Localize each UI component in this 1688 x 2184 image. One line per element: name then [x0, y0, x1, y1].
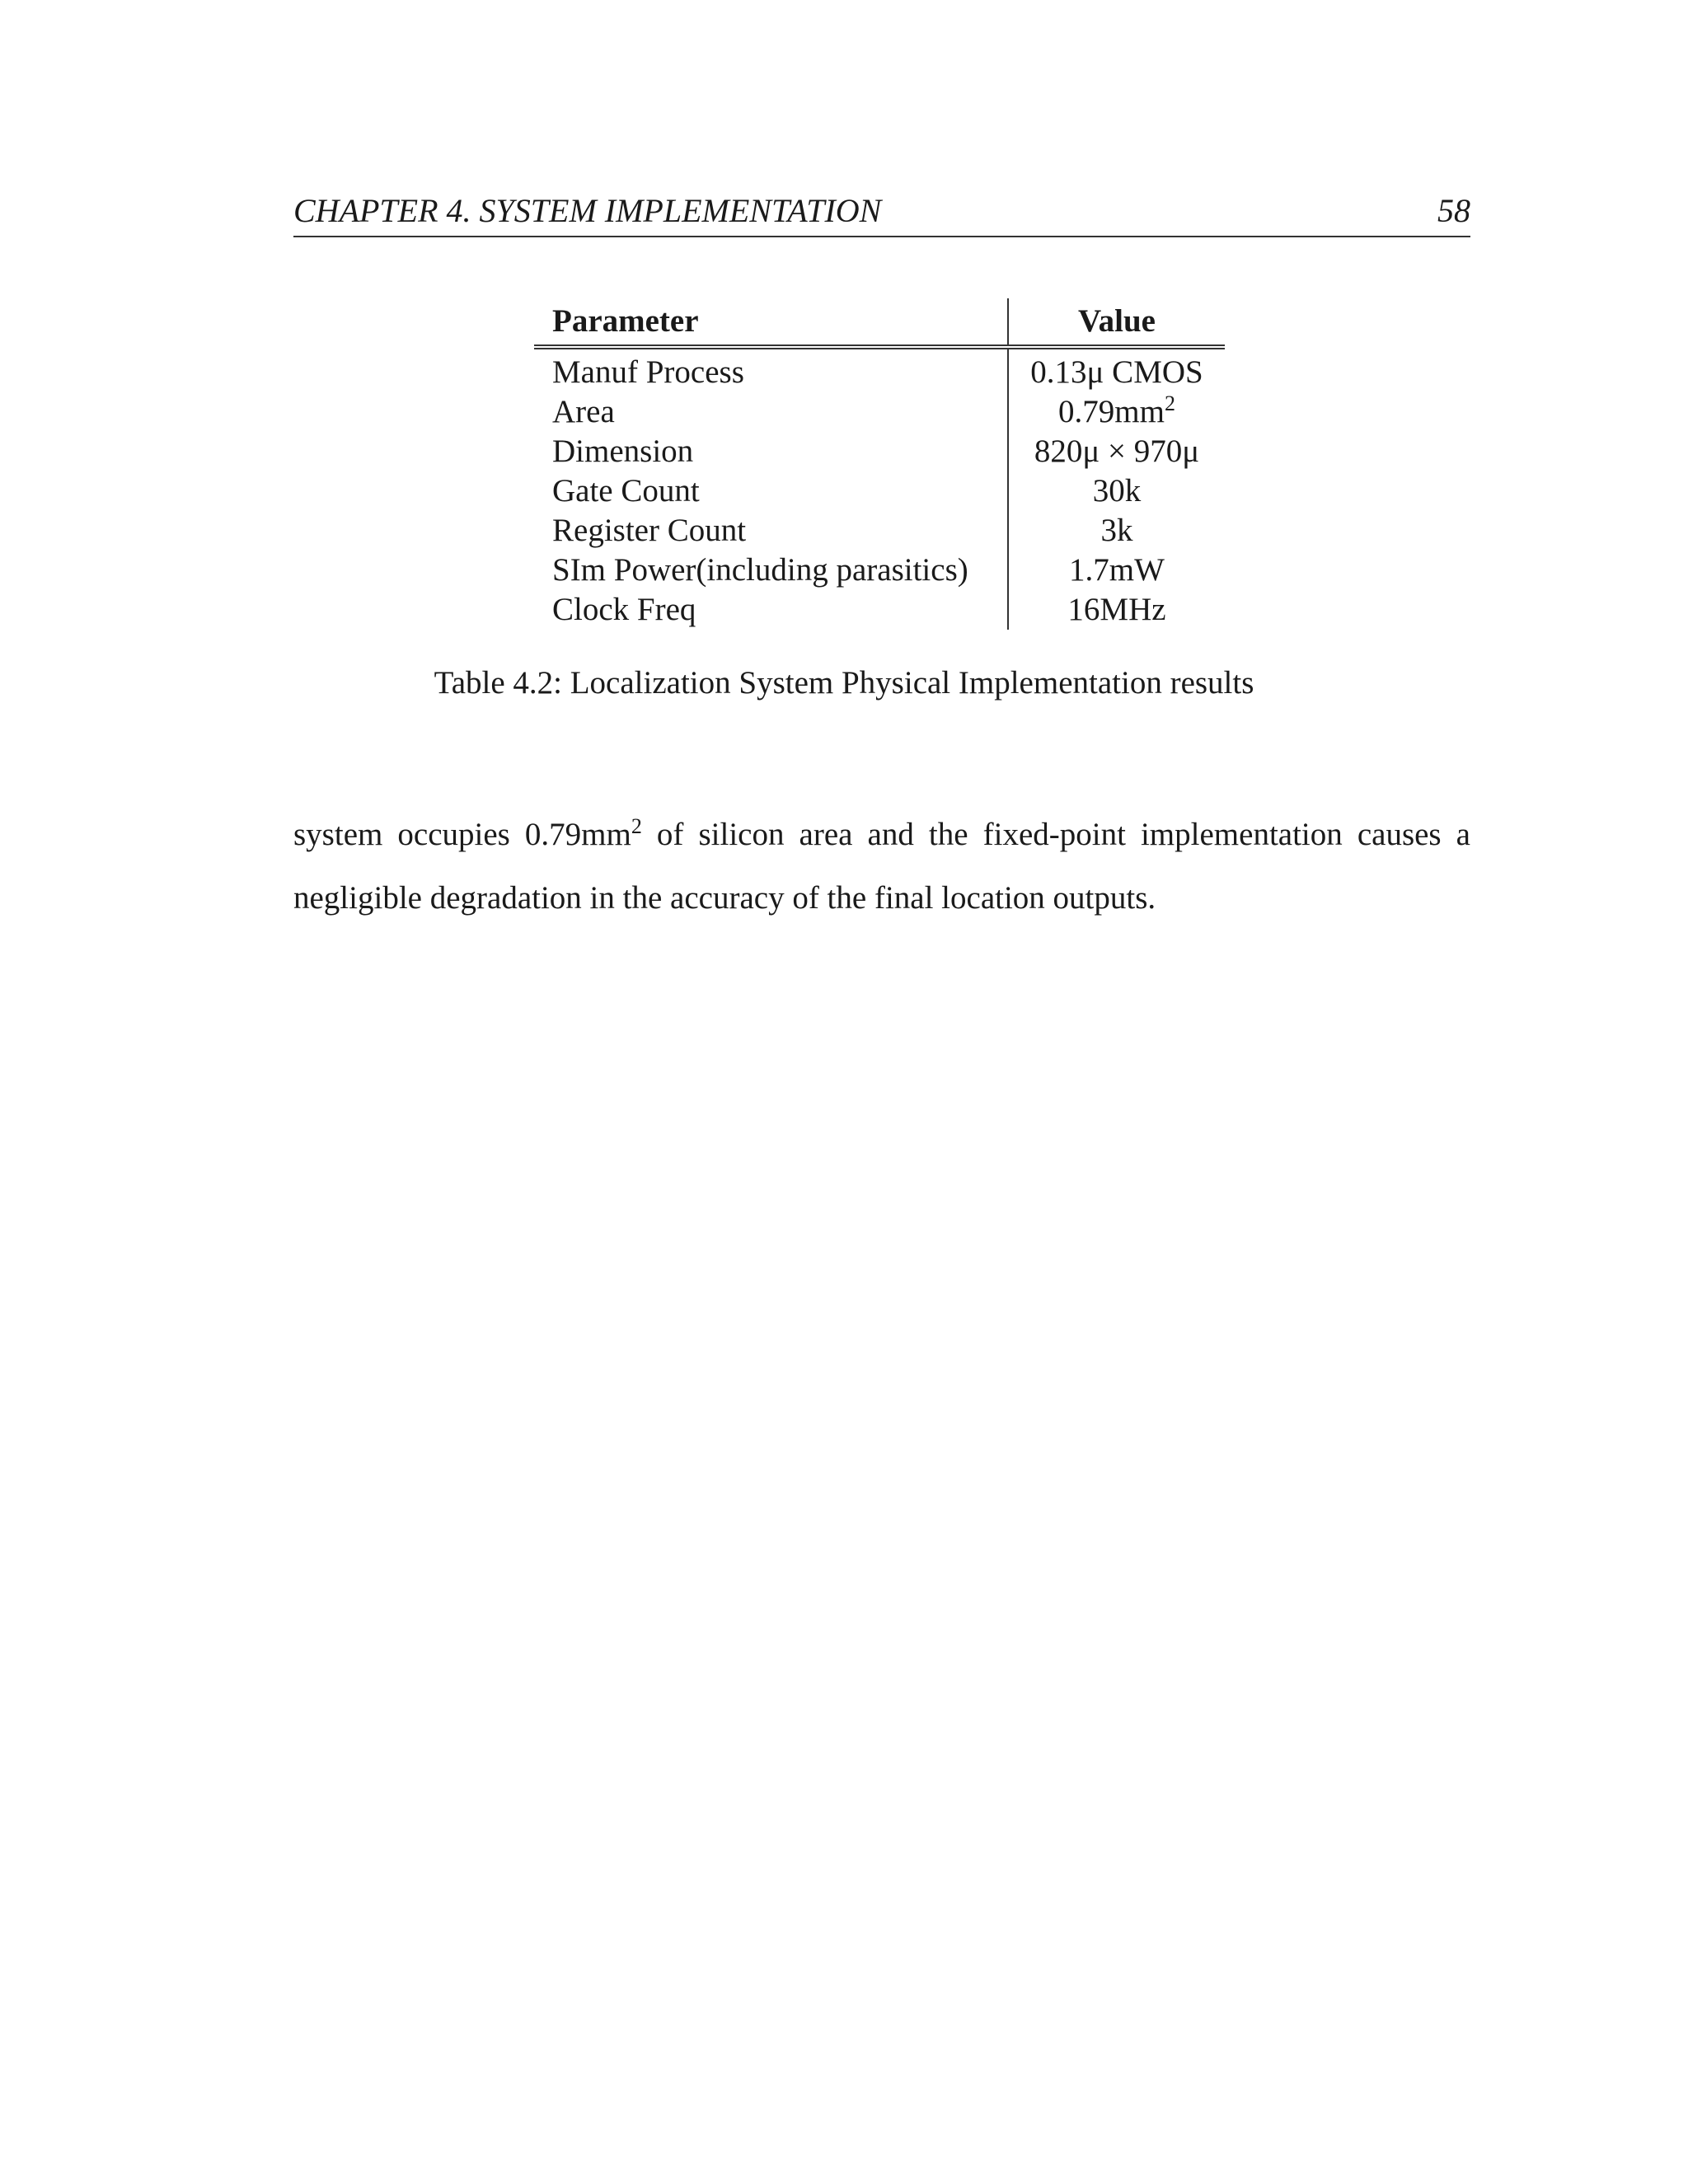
table-row	[534, 551, 1225, 590]
table-row	[534, 471, 1225, 511]
table-row	[534, 392, 1225, 432]
header-value: Value	[1078, 303, 1156, 339]
parameter-cell: Area	[534, 392, 1008, 432]
header-parameter: Parameter	[534, 298, 1008, 347]
value-cell: 3k	[1100, 513, 1133, 548]
paragraph-line: negligible degradation in the accuracy of the final location outputs.	[293, 880, 1156, 916]
paragraph-line	[293, 803, 1470, 866]
value-cell: 0.13μ CMOS	[1030, 354, 1203, 390]
value-cell: 1.7mW	[1069, 552, 1165, 588]
table-row	[534, 590, 1225, 630]
table-row	[534, 432, 1225, 471]
value-cell	[1008, 392, 1225, 432]
running-head	[293, 191, 1470, 237]
superscript: 2	[1164, 391, 1175, 415]
table-row	[534, 347, 1225, 392]
chapter-title: CHAPTER 4. SYSTEM IMPLEMENTATION	[293, 192, 882, 229]
superscript: 2	[631, 814, 642, 838]
parameter-cell: Dimension	[534, 432, 1008, 471]
page-number: 58	[1437, 192, 1470, 229]
value-cell: 820μ × 970μ	[1034, 434, 1200, 469]
results-table-container	[534, 298, 1225, 630]
text-run: system occupies 0.79mm	[293, 817, 631, 852]
results-table	[534, 298, 1225, 630]
text-run: of silicon area and the fixed-point implementation causes a	[641, 817, 1470, 852]
value-cell: 16MHz	[1067, 592, 1166, 627]
value-cell: 30k	[1092, 473, 1142, 509]
parameter-cell: Manuf Process	[534, 347, 1008, 392]
table-row	[534, 511, 1225, 551]
table-caption: Table 4.2: Localization System Physical Implementation results	[434, 665, 1254, 701]
parameter-cell: Gate Count	[534, 471, 1008, 511]
table-header-row	[534, 298, 1225, 347]
parameter-cell: SIm Power(including parasitics)	[534, 551, 1008, 590]
value-text: 0.79mm	[1058, 394, 1165, 429]
parameter-cell: Register Count	[534, 511, 1008, 551]
parameter-cell: Clock Freq	[534, 590, 1008, 630]
body-paragraph	[293, 803, 1470, 930]
